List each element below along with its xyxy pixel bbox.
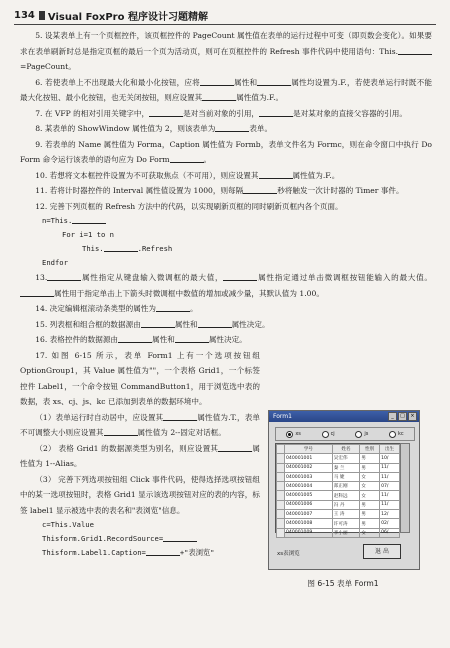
table-row[interactable] — [277, 472, 400, 481]
table-cell: 女 — [360, 472, 380, 481]
table-cell: 李小丽 — [332, 528, 359, 537]
table-cell: 许可涛 — [332, 519, 359, 528]
table-cell: 02/ — [380, 519, 400, 528]
exit-button[interactable]: 退 出 — [363, 544, 401, 559]
table-cell: 冯 丹 — [332, 500, 359, 509]
table-cell: 040001005 — [285, 491, 333, 500]
table-row[interactable] — [277, 454, 400, 463]
figure-6-15 — [268, 410, 418, 589]
question-13: 13. 属性指定从键盘输入微调框的最大值， 属性指定通过单击微调框按钮能输入的最大值。属性用于指定单击上下箭头时微调框中数值的增加或减少量，其默认值为 1.00。 — [20, 270, 432, 301]
table-cell: 女 — [360, 491, 380, 500]
question-16: 16. 表格控件的数据源由 属性和 属性决定。 — [35, 335, 247, 344]
question-14: 14. 决定编辑框滚动条类型的属性为 。 — [35, 304, 198, 313]
table-cell: 040001009 — [285, 528, 333, 537]
table-cell: 赵科远 — [332, 491, 359, 500]
option-js[interactable]: js — [355, 431, 368, 438]
code-line: This. .Refresh — [82, 244, 173, 253]
table-row[interactable] — [277, 528, 400, 537]
form-title: Form1 — [273, 413, 292, 420]
question-11: 11. 若将计时器控件的 Interval 属性值设置为 1000，则每隔 秒将触发一次计时器的 Timer 事件。 — [35, 186, 404, 195]
radio-icon — [355, 431, 362, 438]
table-cell: 040001007 — [285, 510, 333, 519]
table-row[interactable] — [277, 519, 400, 528]
label1: xs表浏览 — [277, 551, 300, 557]
table-cell: 040001001 — [285, 454, 333, 463]
form-window — [268, 410, 420, 570]
question-17-1: （1）表单运行时自动居中，应设置其 属性值为.T.，表单不可调整大小则应设置其 属性值为 2--固定对话框。 — [20, 412, 260, 437]
table-cell: 040001003 — [285, 472, 333, 481]
question-12: 12. 完善下列页框的 Refresh 方法中的代码，以实现刷新页框的同时刷新页框内各个页面。 — [35, 201, 343, 211]
table-row[interactable] — [277, 491, 400, 500]
code-line: c=This.Value — [42, 520, 94, 529]
table-cell: 男 — [360, 454, 380, 463]
table-cell: 郑正刚 — [332, 482, 359, 491]
grid-scrollbar[interactable] — [400, 443, 410, 533]
book-title: Visual FoxPro 程序设计习题精解 — [47, 11, 208, 23]
question-7: 7. 在 VFP 的相对引用关键字中， 是对当前对象的引用， 是对某对象的直接父容器的引用。 — [35, 108, 407, 118]
option-cj[interactable]: cj — [322, 431, 335, 438]
close-icon[interactable]: × — [408, 412, 417, 421]
table-cell: 男 — [360, 463, 380, 472]
blank — [398, 45, 432, 55]
table-cell: 040001004 — [285, 482, 333, 491]
table-row[interactable] — [277, 463, 400, 472]
option-group[interactable] — [275, 427, 415, 441]
code-line: For i=1 to n — [62, 230, 114, 239]
table-cell: 男 — [360, 510, 380, 519]
row-marker — [277, 510, 285, 519]
table-cell: 11/ — [380, 500, 400, 509]
code-block-12 — [20, 214, 432, 270]
table-cell: 马 婕 — [332, 472, 359, 481]
table-row[interactable] — [277, 482, 400, 491]
row-marker — [277, 482, 285, 491]
question-17-3: （3） 完善下列选项按钮组 Click 事件代码，使得选择选项按钮组中的某一选项按钮时，表格 Grid1 显示该选项按钮对应的表的内容，标签 label1 显示被选中表的表名和"表浏览"信息。 — [20, 474, 260, 515]
table-cell: 王 涛 — [332, 510, 359, 519]
option-kc[interactable]: kc — [389, 431, 404, 438]
row-marker — [277, 472, 285, 481]
table-cell: 040001006 — [285, 500, 333, 509]
row-marker — [277, 491, 285, 500]
question-9: 9. 若表单的 Name 属性值为 Forma，Caption 属性值为 Formb，表单文件名为 Formc，则在命令窗口中执行 Do Form 命令运行该表单的语句应为 Do Form 。 — [20, 139, 432, 164]
header-rule — [14, 24, 436, 25]
table-cell: 12/ — [380, 510, 400, 519]
page-number: 134 — [14, 9, 35, 21]
table-cell: 秦 兰 — [332, 463, 359, 472]
option-xs[interactable]: xs — [286, 431, 301, 438]
table-cell: 男 — [360, 500, 380, 509]
row-marker — [277, 454, 285, 463]
table-cell: 10/ — [380, 454, 400, 463]
row-marker — [277, 528, 285, 537]
question-6: 6. 若使表单上不出现最大化和最小化按钮，应将 属性和 属性均设置为.F.，若使表单运行时既不能最大化按钮、最小化按钮，也无关闭按钮，则应设置其 属性值为.F.。 — [20, 77, 432, 102]
table-cell: 女 — [360, 482, 380, 491]
minimize-icon[interactable]: _ — [388, 412, 397, 421]
table-cell: 吴宏伟 — [332, 454, 359, 463]
row-marker — [277, 500, 285, 509]
table-cell: 040001002 — [285, 463, 333, 472]
question-10: 10. 若想将文本框控件设置为不可获取焦点（不可用），则应设置其 属性值为.F.。 — [35, 170, 340, 180]
row-marker — [277, 463, 285, 472]
question-15: 15. 列表框和组合框的数据源由 属性和 属性决定。 — [35, 319, 270, 329]
code-line: n=This. — [42, 214, 432, 228]
table-cell: 11/ — [380, 491, 400, 500]
question-17-2: （2） 表格 Grid1 的数据源类型为别名，则应设置其 属性值为 1--Alias。 — [20, 443, 261, 468]
question-5: 5. 设某表单上有一个页框控件，该页框控件的 PageCount 属性值在表单的运行过程中可变（即页数会变化）。如果要求在表单刷新时总是指定页框的最后一个页为活动页，则可在页框控件的 Refresh 事件代码中使用语句：This.=PageCount。 — [20, 31, 432, 71]
table-cell: 11/ — [380, 463, 400, 472]
grid1[interactable]: 学号 姓名 性别 出生 040001001 吴宏伟 男 10/ 040001002 秦 兰 男 11/ 040001003 马 婕 女 11/ 040001004 郑正刚 女 07/ 040001005 赵科远 女 11/ 040001006 冯 丹 男 11/ 040001007 王 涛 男 12/ 040001008 许可涛 男 02/ 040001009 李小丽 女 06/ — [275, 443, 401, 533]
table-row[interactable] — [277, 510, 400, 519]
figure-caption: 图 6-15 表单 Form1 — [307, 579, 379, 588]
table-cell: 女 — [360, 528, 380, 537]
row-marker — [277, 519, 285, 528]
table-row[interactable] — [277, 500, 400, 509]
radio-icon — [389, 431, 396, 438]
table-cell: 07/ — [380, 482, 400, 491]
question-17: 17. 如图 6-15 所示，表单 Form1 上有一个选项按钮组 OptionGroup1，其 Value 属性值为""，一个表格 Grid1，一个标签控件 Label1，一个命令按钮 CommandButton1，用于浏览选中表的数据，表 xs、cj、js、kc 已添加到表单的数据环境中。 — [20, 350, 260, 406]
table-cell: 11/ — [380, 472, 400, 481]
code-line: Thisform.Grid1.RecordSource= — [42, 532, 432, 546]
question-8: 8. 某表单的 ShowWindow 属性值为 2，则该表单为 表单。 — [35, 124, 273, 133]
form-titlebar — [269, 411, 419, 422]
running-header — [14, 6, 436, 24]
radio-icon — [322, 431, 329, 438]
maximize-icon[interactable]: □ — [398, 412, 407, 421]
table-cell: 06/ — [380, 528, 400, 537]
radio-selected-icon — [286, 431, 293, 438]
table-cell: 男 — [360, 519, 380, 528]
table-cell: 040001008 — [285, 519, 333, 528]
code-line: Endfor — [42, 258, 68, 267]
book-icon — [39, 11, 45, 20]
code-line: Thisform.Label1.Caption= +"表浏览" — [42, 548, 215, 557]
